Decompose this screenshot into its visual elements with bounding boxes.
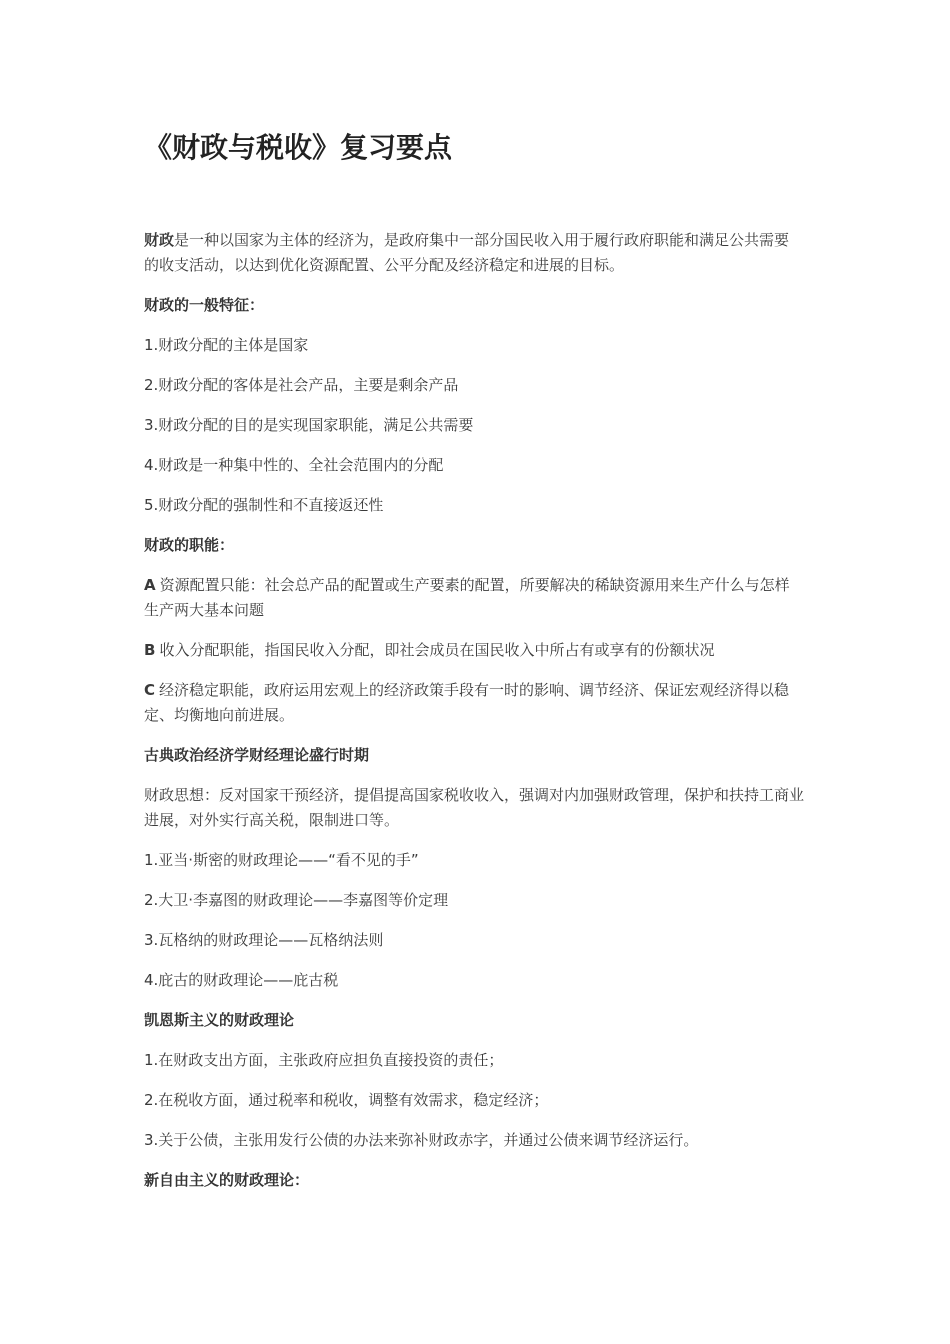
- function-label: B: [144, 641, 156, 659]
- classical-item: 3.瓦格纳的财政理论——瓦格纳法则: [144, 931, 384, 949]
- intro-text: 是一种以国家为主体的经济为，是政府集中一部分国民收入用于履行政府职能和满足公共需要的收支活动，以达到优化资源配置、公平分配及经济稳定和进展的目标。: [144, 231, 790, 274]
- functions-heading: 财政的职能：: [144, 536, 235, 554]
- classical-item: 1.亚当·斯密的财政理论——“看不见的手”: [144, 851, 419, 869]
- keynes-heading: 凯恩斯主义的财政理论: [144, 1011, 295, 1029]
- classical-item: 4.庇古的财政理论——庇古税: [144, 971, 339, 989]
- features-heading: 财政的一般特征：: [144, 296, 265, 314]
- function-text: 经济稳定职能，政府运用宏观上的经济政策手段有一时的影响、调节经济、保证宏观经济得以稳定、均衡地向前进展。: [144, 681, 790, 724]
- function-text: 收入分配职能，指国民收入分配，即社会成员在国民收入中所占有或享有的份额状况: [159, 641, 715, 659]
- document-body: [144, 228, 804, 1208]
- classical-item: 2.大卫·李嘉图的财政理论——李嘉图等价定理: [144, 891, 449, 909]
- neoliberal-heading: 新自由主义的财政理论：: [144, 1171, 310, 1189]
- features-item: 2.财政分配的客体是社会产品，主要是剩余产品: [144, 376, 459, 394]
- keynes-item: 1.在财政支出方面，主张政府应担负直接投资的责任；: [144, 1051, 504, 1069]
- page-title: 《财政与税收》复习要点: [144, 131, 453, 164]
- keynes-item: 3.关于公债，主张用发行公债的办法来弥补财政赤字，并通过公债来调节经济运行。: [144, 1131, 699, 1149]
- features-item: 4.财政是一种集中性的、全社会范围内的分配: [144, 456, 444, 474]
- function-label: A: [144, 576, 156, 594]
- function-label: C: [144, 681, 156, 699]
- classical-heading: 古典政治经济学财经理论盛行时期: [144, 746, 370, 764]
- classical-description: 财政思想：反对国家干预经济，提倡提高国家税收收入，强调对内加强财政管理，保护和扶持工商业进展，对外实行高关税，限制进口等。: [144, 786, 805, 829]
- function-item: [144, 638, 804, 663]
- features-item: 5.财政分配的强制性和不直接返还性: [144, 496, 384, 514]
- intro-paragraph: [144, 228, 804, 278]
- function-item: [144, 678, 804, 728]
- features-item: 3.财政分配的目的是实现国家职能，满足公共需要: [144, 416, 474, 434]
- intro-term: 财政: [144, 231, 175, 249]
- function-text: 资源配置只能：社会总产品的配置或生产要素的配置，所要解决的稀缺资源用来生产什么与怎样生产两大基本问题: [144, 576, 790, 619]
- features-item: 1.财政分配的主体是国家: [144, 336, 309, 354]
- function-item: [144, 573, 804, 623]
- keynes-item: 2.在税收方面，通过税率和税收，调整有效需求，稳定经济；: [144, 1091, 549, 1109]
